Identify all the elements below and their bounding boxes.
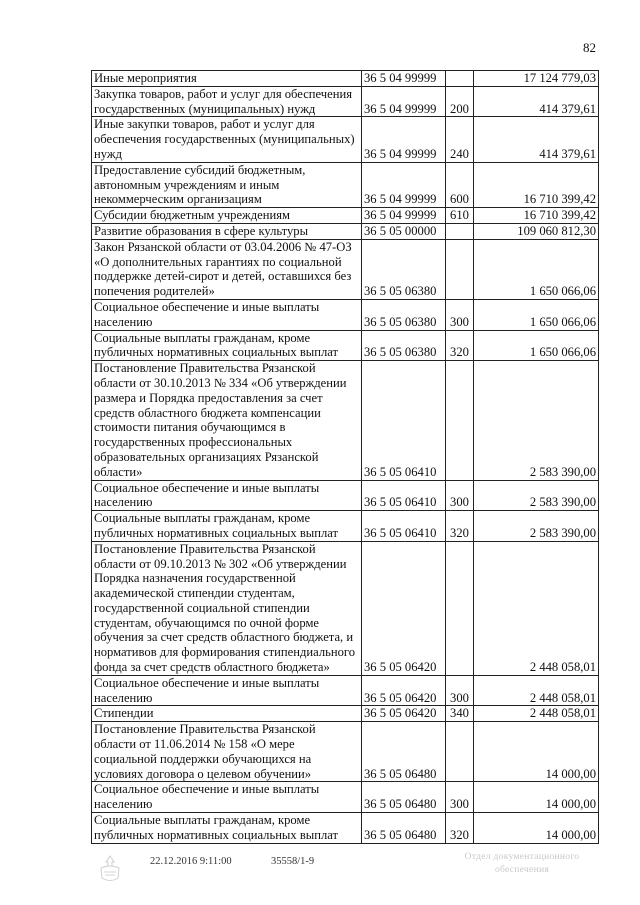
row-code-cell: 36 5 05 06480	[362, 722, 446, 782]
row-amount-cell: 1 650 066,06	[474, 330, 599, 361]
table-row	[92, 722, 599, 782]
department-stamp	[452, 851, 592, 877]
emblem-stamp-icon	[92, 852, 128, 888]
table-row	[92, 813, 599, 844]
row-amount-cell: 14 000,00	[474, 813, 599, 844]
row-name-cell: Закон Рязанской области от 03.04.2006 № 47-ОЗ «О дополнительных гарантиях по социальной поддержке детей-сирот и детей, оставшихся без попечения родителей»	[92, 239, 362, 299]
row-code-cell: 36 5 05 06420	[362, 675, 446, 706]
row-amount-cell: 2 583 390,00	[474, 511, 599, 542]
department-stamp-line1: Отдел документационного	[464, 852, 580, 862]
table-row	[92, 480, 599, 511]
row-code-cell: 36 5 05 06420	[362, 706, 446, 722]
row-expense-type-cell: 600	[446, 162, 474, 207]
row-name-cell: Закупка товаров, работ и услуг для обеспечения государственных (муниципальных) нужд	[92, 86, 362, 117]
department-stamp-line2: обеспечения	[494, 865, 550, 875]
row-name-cell: Социальные выплаты гражданам, кроме публичных нормативных социальных выплат	[92, 330, 362, 361]
row-expense-type-cell	[446, 541, 474, 675]
table-row	[92, 511, 599, 542]
row-name-cell: Развитие образования в сфере культуры	[92, 223, 362, 239]
row-code-cell: 36 5 05 06420	[362, 541, 446, 675]
row-name-cell: Социальное обеспечение и иные выплаты населению	[92, 480, 362, 511]
row-name-cell: Иные закупки товаров, работ и услуг для обеспечения государственных (муниципальных) нужд	[92, 117, 362, 162]
row-amount-cell: 1 650 066,06	[474, 239, 599, 299]
table-row	[92, 223, 599, 239]
row-code-cell: 36 5 05 06410	[362, 511, 446, 542]
row-name-cell: Социальные выплаты гражданам, кроме публичных нормативных социальных выплат	[92, 511, 362, 542]
row-name-cell: Социальное обеспечение и иные выплаты населению	[92, 299, 362, 330]
row-expense-type-cell: 300	[446, 299, 474, 330]
table-row	[92, 299, 599, 330]
row-code-cell: 36 5 04 99999	[362, 117, 446, 162]
row-expense-type-cell: 240	[446, 117, 474, 162]
footer-datetime: 22.12.2016 9:11:00	[150, 856, 232, 867]
row-name-cell: Социальное обеспечение и иные выплаты населению	[92, 782, 362, 813]
row-expense-type-cell: 300	[446, 675, 474, 706]
row-code-cell: 36 5 04 99999	[362, 71, 446, 87]
row-amount-cell: 16 710 399,42	[474, 208, 599, 224]
row-amount-cell: 17 124 779,03	[474, 71, 599, 87]
row-amount-cell: 1 650 066,06	[474, 299, 599, 330]
row-expense-type-cell: 320	[446, 813, 474, 844]
row-code-cell: 36 5 05 06410	[362, 480, 446, 511]
row-expense-type-cell: 300	[446, 782, 474, 813]
table-row	[92, 208, 599, 224]
row-code-cell: 36 5 05 06380	[362, 299, 446, 330]
row-name-cell: Постановление Правительства Рязанской области от 11.06.2014 № 158 «О мере социальной поддержки обучающихся на условиях договора о целевом обучении»	[92, 722, 362, 782]
table-row	[92, 541, 599, 675]
table-row	[92, 706, 599, 722]
row-expense-type-cell: 200	[446, 86, 474, 117]
row-amount-cell: 16 710 399,42	[474, 162, 599, 207]
row-amount-cell: 2 448 058,01	[474, 675, 599, 706]
table-row	[92, 361, 599, 480]
row-amount-cell: 2 583 390,00	[474, 361, 599, 480]
footer-doc-id: 35558/1-9	[271, 856, 315, 867]
row-code-cell: 36 5 04 99999	[362, 208, 446, 224]
row-code-cell: 36 5 05 06380	[362, 239, 446, 299]
row-amount-cell: 14 000,00	[474, 782, 599, 813]
row-name-cell: Стипендии	[92, 706, 362, 722]
row-amount-cell: 414 379,61	[474, 117, 599, 162]
row-expense-type-cell: 320	[446, 511, 474, 542]
row-name-cell: Субсидии бюджетным учреждениям	[92, 208, 362, 224]
row-name-cell: Социальное обеспечение и иные выплаты населению	[92, 675, 362, 706]
table-row	[92, 239, 599, 299]
table-row	[92, 675, 599, 706]
row-expense-type-cell	[446, 361, 474, 480]
row-code-cell: 36 5 04 99999	[362, 162, 446, 207]
row-expense-type-cell: 300	[446, 480, 474, 511]
row-expense-type-cell	[446, 71, 474, 87]
table-row	[92, 71, 599, 87]
row-amount-cell: 14 000,00	[474, 722, 599, 782]
row-amount-cell: 2 448 058,01	[474, 706, 599, 722]
table-row	[92, 330, 599, 361]
row-expense-type-cell: 610	[446, 208, 474, 224]
page-number: 82	[583, 40, 596, 55]
row-name-cell: Постановление Правительства Рязанской области от 30.10.2013 № 334 «Об утверждении размера и Порядка предоставления за счет средств областного бюджета компенсации стоимости питания обучающимся в государственных профессиональных образовательных организациях Рязанской области»	[92, 361, 362, 480]
table-row	[92, 117, 599, 162]
table-row	[92, 162, 599, 207]
table-row	[92, 86, 599, 117]
row-amount-cell: 2 583 390,00	[474, 480, 599, 511]
row-code-cell: 36 5 05 06380	[362, 330, 446, 361]
row-code-cell: 36 5 04 99999	[362, 86, 446, 117]
row-name-cell: Социальные выплаты гражданам, кроме публичных нормативных социальных выплат	[92, 813, 362, 844]
row-amount-cell: 2 448 058,01	[474, 541, 599, 675]
budget-table	[91, 70, 599, 844]
budget-table-body	[92, 71, 599, 844]
row-expense-type-cell	[446, 239, 474, 299]
row-expense-type-cell	[446, 722, 474, 782]
row-expense-type-cell: 340	[446, 706, 474, 722]
row-amount-cell: 109 060 812,30	[474, 223, 599, 239]
row-code-cell: 36 5 05 06480	[362, 813, 446, 844]
row-name-cell: Постановление Правительства Рязанской области от 09.10.2013 № 302 «Об утверждении Порядка назначения государственной академической стипендии студентам, государственной социальной стипендии студентам, обучающимся по очной форме обучения за счет средств областного бюджета, и нормативов для формирования стипендиального фонда за счет средств областного бюджета»	[92, 541, 362, 675]
row-code-cell: 36 5 05 00000	[362, 223, 446, 239]
row-code-cell: 36 5 05 06480	[362, 782, 446, 813]
table-row	[92, 782, 599, 813]
row-amount-cell: 414 379,61	[474, 86, 599, 117]
row-expense-type-cell	[446, 223, 474, 239]
row-name-cell: Предоставление субсидий бюджетным, автономным учреждениям и иным некоммерческим организациям	[92, 162, 362, 207]
row-expense-type-cell: 320	[446, 330, 474, 361]
row-code-cell: 36 5 05 06410	[362, 361, 446, 480]
row-name-cell: Иные мероприятия	[92, 71, 362, 87]
